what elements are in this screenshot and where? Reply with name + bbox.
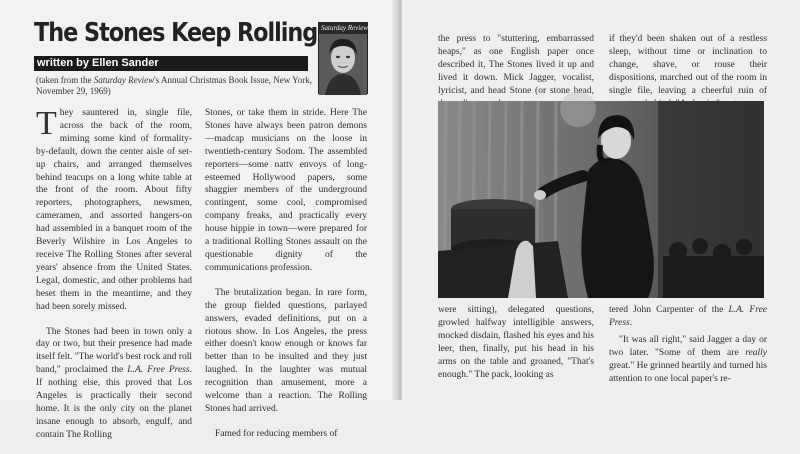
byline-text: written by Ellen Sander <box>37 57 159 69</box>
source-note <box>36 75 316 97</box>
source-magazine: Saturday Review <box>93 75 155 85</box>
magazine-cover-thumbnail <box>318 22 368 94</box>
paragraph-text: "It was all right," said Jagger a day or two later. "Some of them are <box>609 334 767 358</box>
right-bottom-column-1 <box>438 304 594 393</box>
left-column-1 <box>36 107 192 454</box>
paragraph-text: tered John Carpenter of the <box>609 305 729 315</box>
paragraph <box>609 304 767 330</box>
article-title: The Stones Keep Rolling <box>34 18 318 48</box>
concert-photo <box>438 101 764 298</box>
paragraph: Famed for reducing members of <box>215 428 338 439</box>
paragraph <box>609 334 767 386</box>
drop-cap: T <box>36 105 57 142</box>
paragraph: Stones, or take them in stride. Here The Stones have always been patron demons—madcap musicians on the loose in twentieth-century Sodom. The assembled reporters—some nattv envoys of long-esteemed Hollywood papers, some shaggier members of the underground contingent, some cool, compromised company freaks, and practically every house hippie in town—were prepared for a traditional Rolling Stones assault on the questionable dignity of the communications profession. <box>205 108 367 273</box>
left-column-2 <box>205 107 367 453</box>
newspaper-name: L.A. Free Press <box>609 305 767 328</box>
right-page <box>402 0 800 400</box>
left-page <box>0 0 398 440</box>
cover-masthead: Saturday Review <box>321 24 368 32</box>
paragraph: were sitting), delegated questions, growled halfway intelligible answers, mocked disdain, flashed his eyes and his leer, then, finally, put his head in his arms on the table and groaned, "That's enough." The pack, looking as <box>438 305 594 380</box>
paragraph: The brutalization began. In rare form, the group fielded questions, parlayed answers, evaded definitions, put on a riotous show. In Los Angeles, the press either doesn't know enough or knows far better than to be insulted and they just laughed. In the laughter was mutual recognition than amusement, more a welcome than a reaction. The Rolling Stones had arrived. <box>205 287 367 414</box>
paragraph-text: . <box>629 317 633 328</box>
byline-bar <box>34 56 308 71</box>
performer-photo-image <box>438 101 764 298</box>
emphasis-text: really <box>745 347 767 358</box>
paragraph-text: hey sauntered in, single file, across the back of the room, miming some kind of formality-by-default, down the center aisle of set-up chairs, and arranged themselves behind teacups on a long white table at the front of the room. About fifty reporters, photographers, newsmen, cameramen, and assorted hangers-on had assembled in a banquet room of the Beverly Wilshire in Los Angeles to receive The Rolling Stones after several years' absence from the United States. Legal, domestic, and other problems had beset them in the meantime, and they had been sorely missed. <box>36 108 192 312</box>
source-prefix: (taken from the <box>36 75 94 85</box>
cover-portrait-image <box>319 34 367 95</box>
paragraph-text: The Stones had been in town only a day or two, but their presence had made itself felt. "The world's best rock and roll band," proclaimed the <box>36 326 192 376</box>
paragraph-text: . If nothing else, this proved that Los Angeles is practically their second home. It is the only city on the planet insane enough to absorb, engulf, and contain The Rolling <box>36 365 192 440</box>
paragraph-text: great." He grinned heartily and turned his attention to one local paper's re- <box>609 360 767 384</box>
newspaper-name: L.A. Free Press <box>127 365 190 376</box>
paragraph: if they'd been shaken out of a restless sleep, without time or inclination to change, shave, or rouse their dispositions, marched out of the room in single file, leaving a cheerful ruin of <box>609 34 767 96</box>
paragraph: the press to "stuttering, embarrassed heaps," as one English paper once described it, The Stones lived it up and lived it down. Mick Jagger, vocalist, lyricist, and head Stone (or stone head, <box>438 34 594 96</box>
right-bottom-column-2 <box>609 304 767 397</box>
paragraph <box>36 107 192 314</box>
source-suffix: 's Annual Christmas Book Issue, New York, November 29, 1969) <box>36 75 313 96</box>
paragraph <box>36 326 192 442</box>
